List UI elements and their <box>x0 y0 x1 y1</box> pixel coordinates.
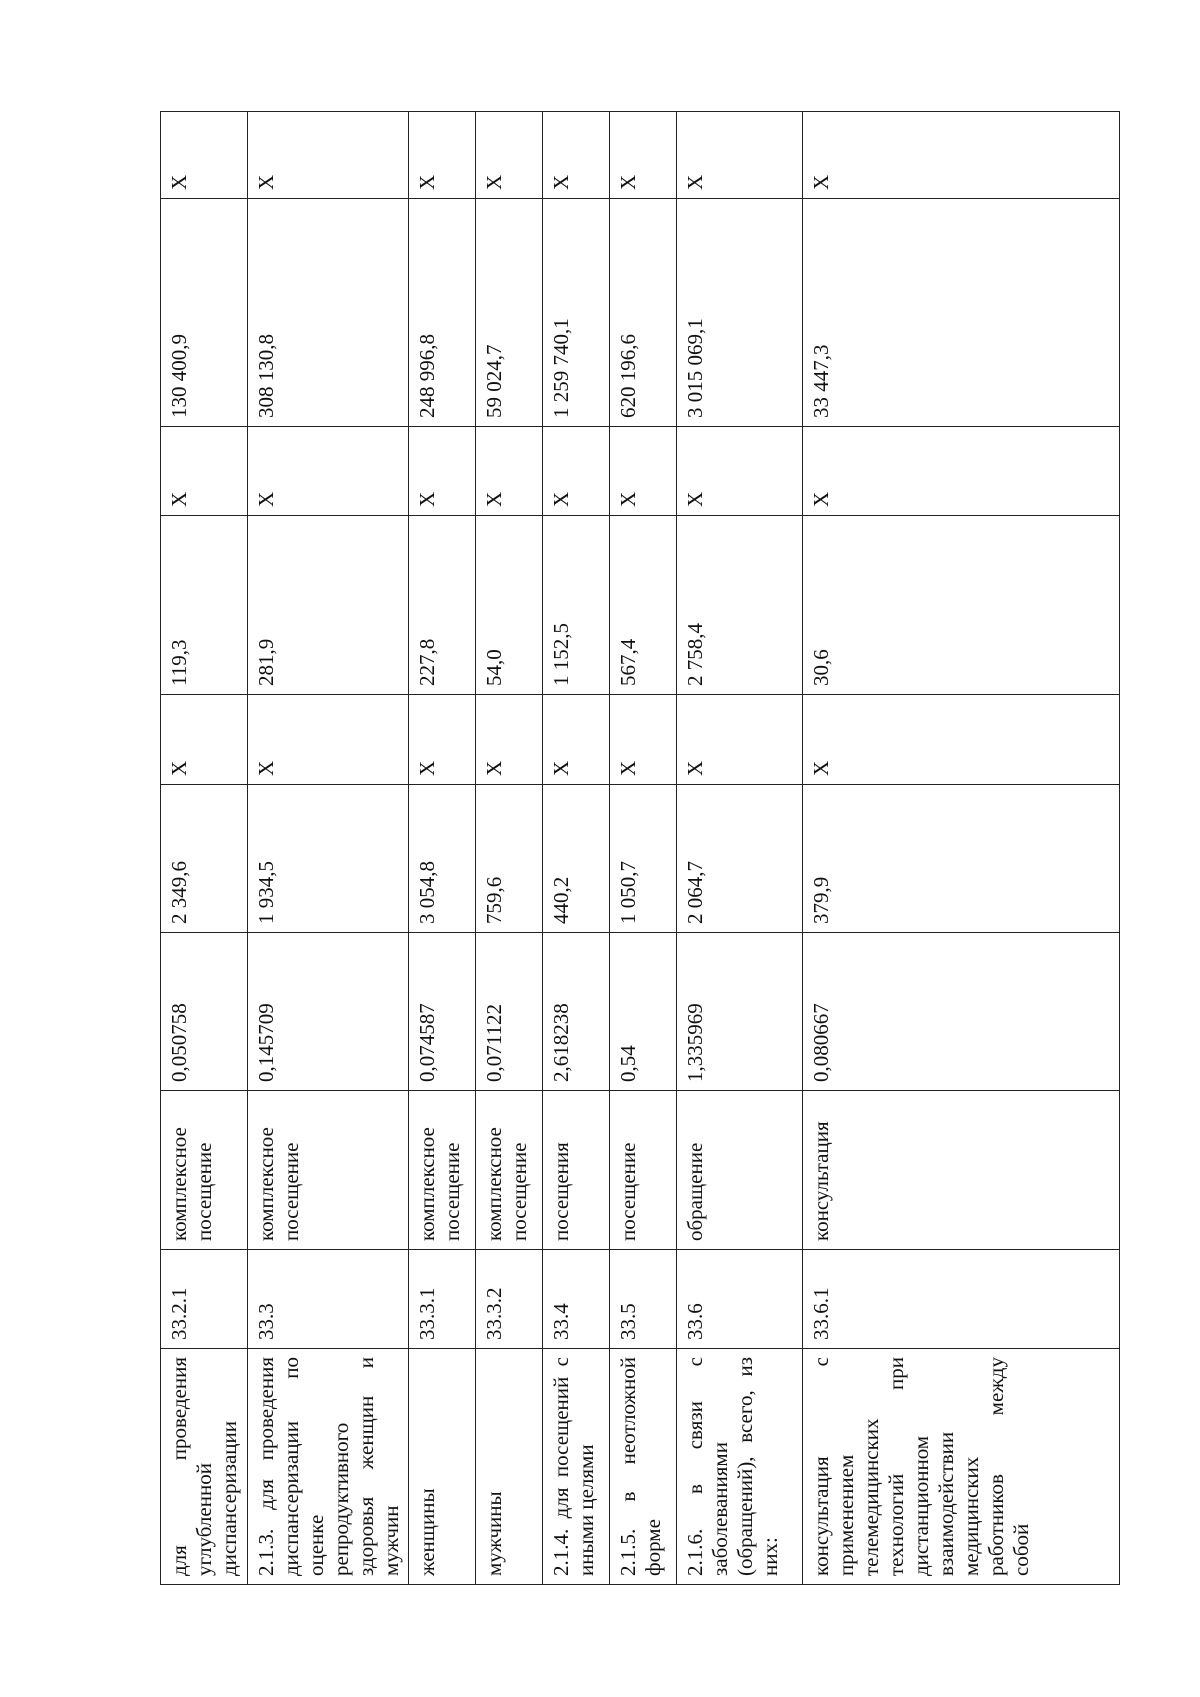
row-col10: X <box>677 112 803 199</box>
row-total: 59 024,7 <box>476 199 543 427</box>
row-col6: X <box>161 695 248 785</box>
row-total: 620 196,6 <box>610 199 677 427</box>
row-unit: комплексное посещение <box>161 1091 248 1250</box>
row-percap: 2 758,4 <box>677 516 803 695</box>
row-unit: комплексное посещение <box>248 1091 409 1250</box>
row-norm: 0,050758 <box>161 933 248 1091</box>
row-norm: 2,618238 <box>543 933 610 1091</box>
row-percap: 54,0 <box>476 516 543 695</box>
row-cost: 440,2 <box>543 785 610 933</box>
row-percap: 567,4 <box>610 516 677 695</box>
row-col6: X <box>543 695 610 785</box>
table-row <box>610 112 677 1585</box>
row-percap: 30,6 <box>803 516 1120 695</box>
row-col10: X <box>610 112 677 199</box>
row-unit: посещения <box>543 1091 610 1250</box>
row-cost: 1 050,7 <box>610 785 677 933</box>
row-percap: 227,8 <box>409 516 476 695</box>
row-col10: X <box>409 112 476 199</box>
row-code: 33.4 <box>543 1250 610 1349</box>
row-total: 3 015 069,1 <box>677 199 803 427</box>
row-code: 33.3 <box>248 1250 409 1349</box>
row-col8: X <box>161 427 248 516</box>
row-norm: 1,335969 <box>677 933 803 1091</box>
row-unit: обращение <box>677 1091 803 1250</box>
row-name: 2.1.4. для посещений с иными целями <box>543 1349 610 1585</box>
table-row <box>677 112 803 1585</box>
row-col10: X <box>248 112 409 199</box>
row-total: 248 996,8 <box>409 199 476 427</box>
row-cost: 759,6 <box>476 785 543 933</box>
row-norm: 0,071122 <box>476 933 543 1091</box>
rotated-table-page <box>160 112 1100 1585</box>
row-code: 33.6.1 <box>803 1250 1120 1349</box>
row-name: консультация с применением телемедицинских технологий при дистанционном взаимодействии медицинских работников между собой <box>803 1349 1120 1585</box>
row-col10: X <box>543 112 610 199</box>
row-total: 308 130,8 <box>248 199 409 427</box>
row-col10: X <box>161 112 248 199</box>
row-cost: 3 054,8 <box>409 785 476 933</box>
row-total: 1 259 740,1 <box>543 199 610 427</box>
row-unit: посещение <box>610 1091 677 1250</box>
row-name: 2.1.5. в неотложной форме <box>610 1349 677 1585</box>
row-cost: 1 934,5 <box>248 785 409 933</box>
row-col8: X <box>543 427 610 516</box>
row-name: 2.1.6. в связи с заболеваниями (обращений), всего, из них: <box>677 1349 803 1585</box>
row-norm: 0,074587 <box>409 933 476 1091</box>
row-name: для проведения углубленной диспансеризации <box>161 1349 248 1585</box>
row-col6: X <box>803 695 1120 785</box>
row-name: женщины <box>409 1349 476 1585</box>
row-col10: X <box>803 112 1120 199</box>
row-norm: 0,080667 <box>803 933 1120 1091</box>
row-col8: X <box>677 427 803 516</box>
row-norm: 0,145709 <box>248 933 409 1091</box>
row-code: 33.3.2 <box>476 1250 543 1349</box>
row-col6: X <box>248 695 409 785</box>
row-percap: 119,3 <box>161 516 248 695</box>
row-unit: комплексное посещение <box>409 1091 476 1250</box>
row-col6: X <box>409 695 476 785</box>
row-total: 33 447,3 <box>803 199 1120 427</box>
row-col8: X <box>610 427 677 516</box>
row-cost: 2 349,6 <box>161 785 248 933</box>
row-unit: комплексное посещение <box>476 1091 543 1250</box>
table-row <box>476 112 543 1585</box>
table-row <box>248 112 409 1585</box>
table-body <box>161 112 1120 1585</box>
row-unit: консультация <box>803 1091 1120 1250</box>
row-code: 33.2.1 <box>161 1250 248 1349</box>
row-col8: X <box>476 427 543 516</box>
row-code: 33.3.1 <box>409 1250 476 1349</box>
row-name: 2.1.3. для проведения диспансеризации по оценке репродуктивного здоровья женщин и мужчин <box>248 1349 409 1585</box>
table-row <box>161 112 248 1585</box>
financing-table <box>160 111 1120 1585</box>
row-total: 130 400,9 <box>161 199 248 427</box>
row-code: 33.6 <box>677 1250 803 1349</box>
row-norm: 0,54 <box>610 933 677 1091</box>
row-col6: X <box>476 695 543 785</box>
row-col8: X <box>803 427 1120 516</box>
row-name: мужчины <box>476 1349 543 1585</box>
row-col6: X <box>677 695 803 785</box>
row-col8: X <box>409 427 476 516</box>
row-col10: X <box>476 112 543 199</box>
row-percap: 1 152,5 <box>543 516 610 695</box>
table-row <box>803 112 1120 1585</box>
row-cost: 2 064,7 <box>677 785 803 933</box>
row-col6: X <box>610 695 677 785</box>
row-cost: 379,9 <box>803 785 1120 933</box>
table-row <box>543 112 610 1585</box>
row-code: 33.5 <box>610 1250 677 1349</box>
row-col8: X <box>248 427 409 516</box>
table-row <box>409 112 476 1585</box>
row-percap: 281,9 <box>248 516 409 695</box>
